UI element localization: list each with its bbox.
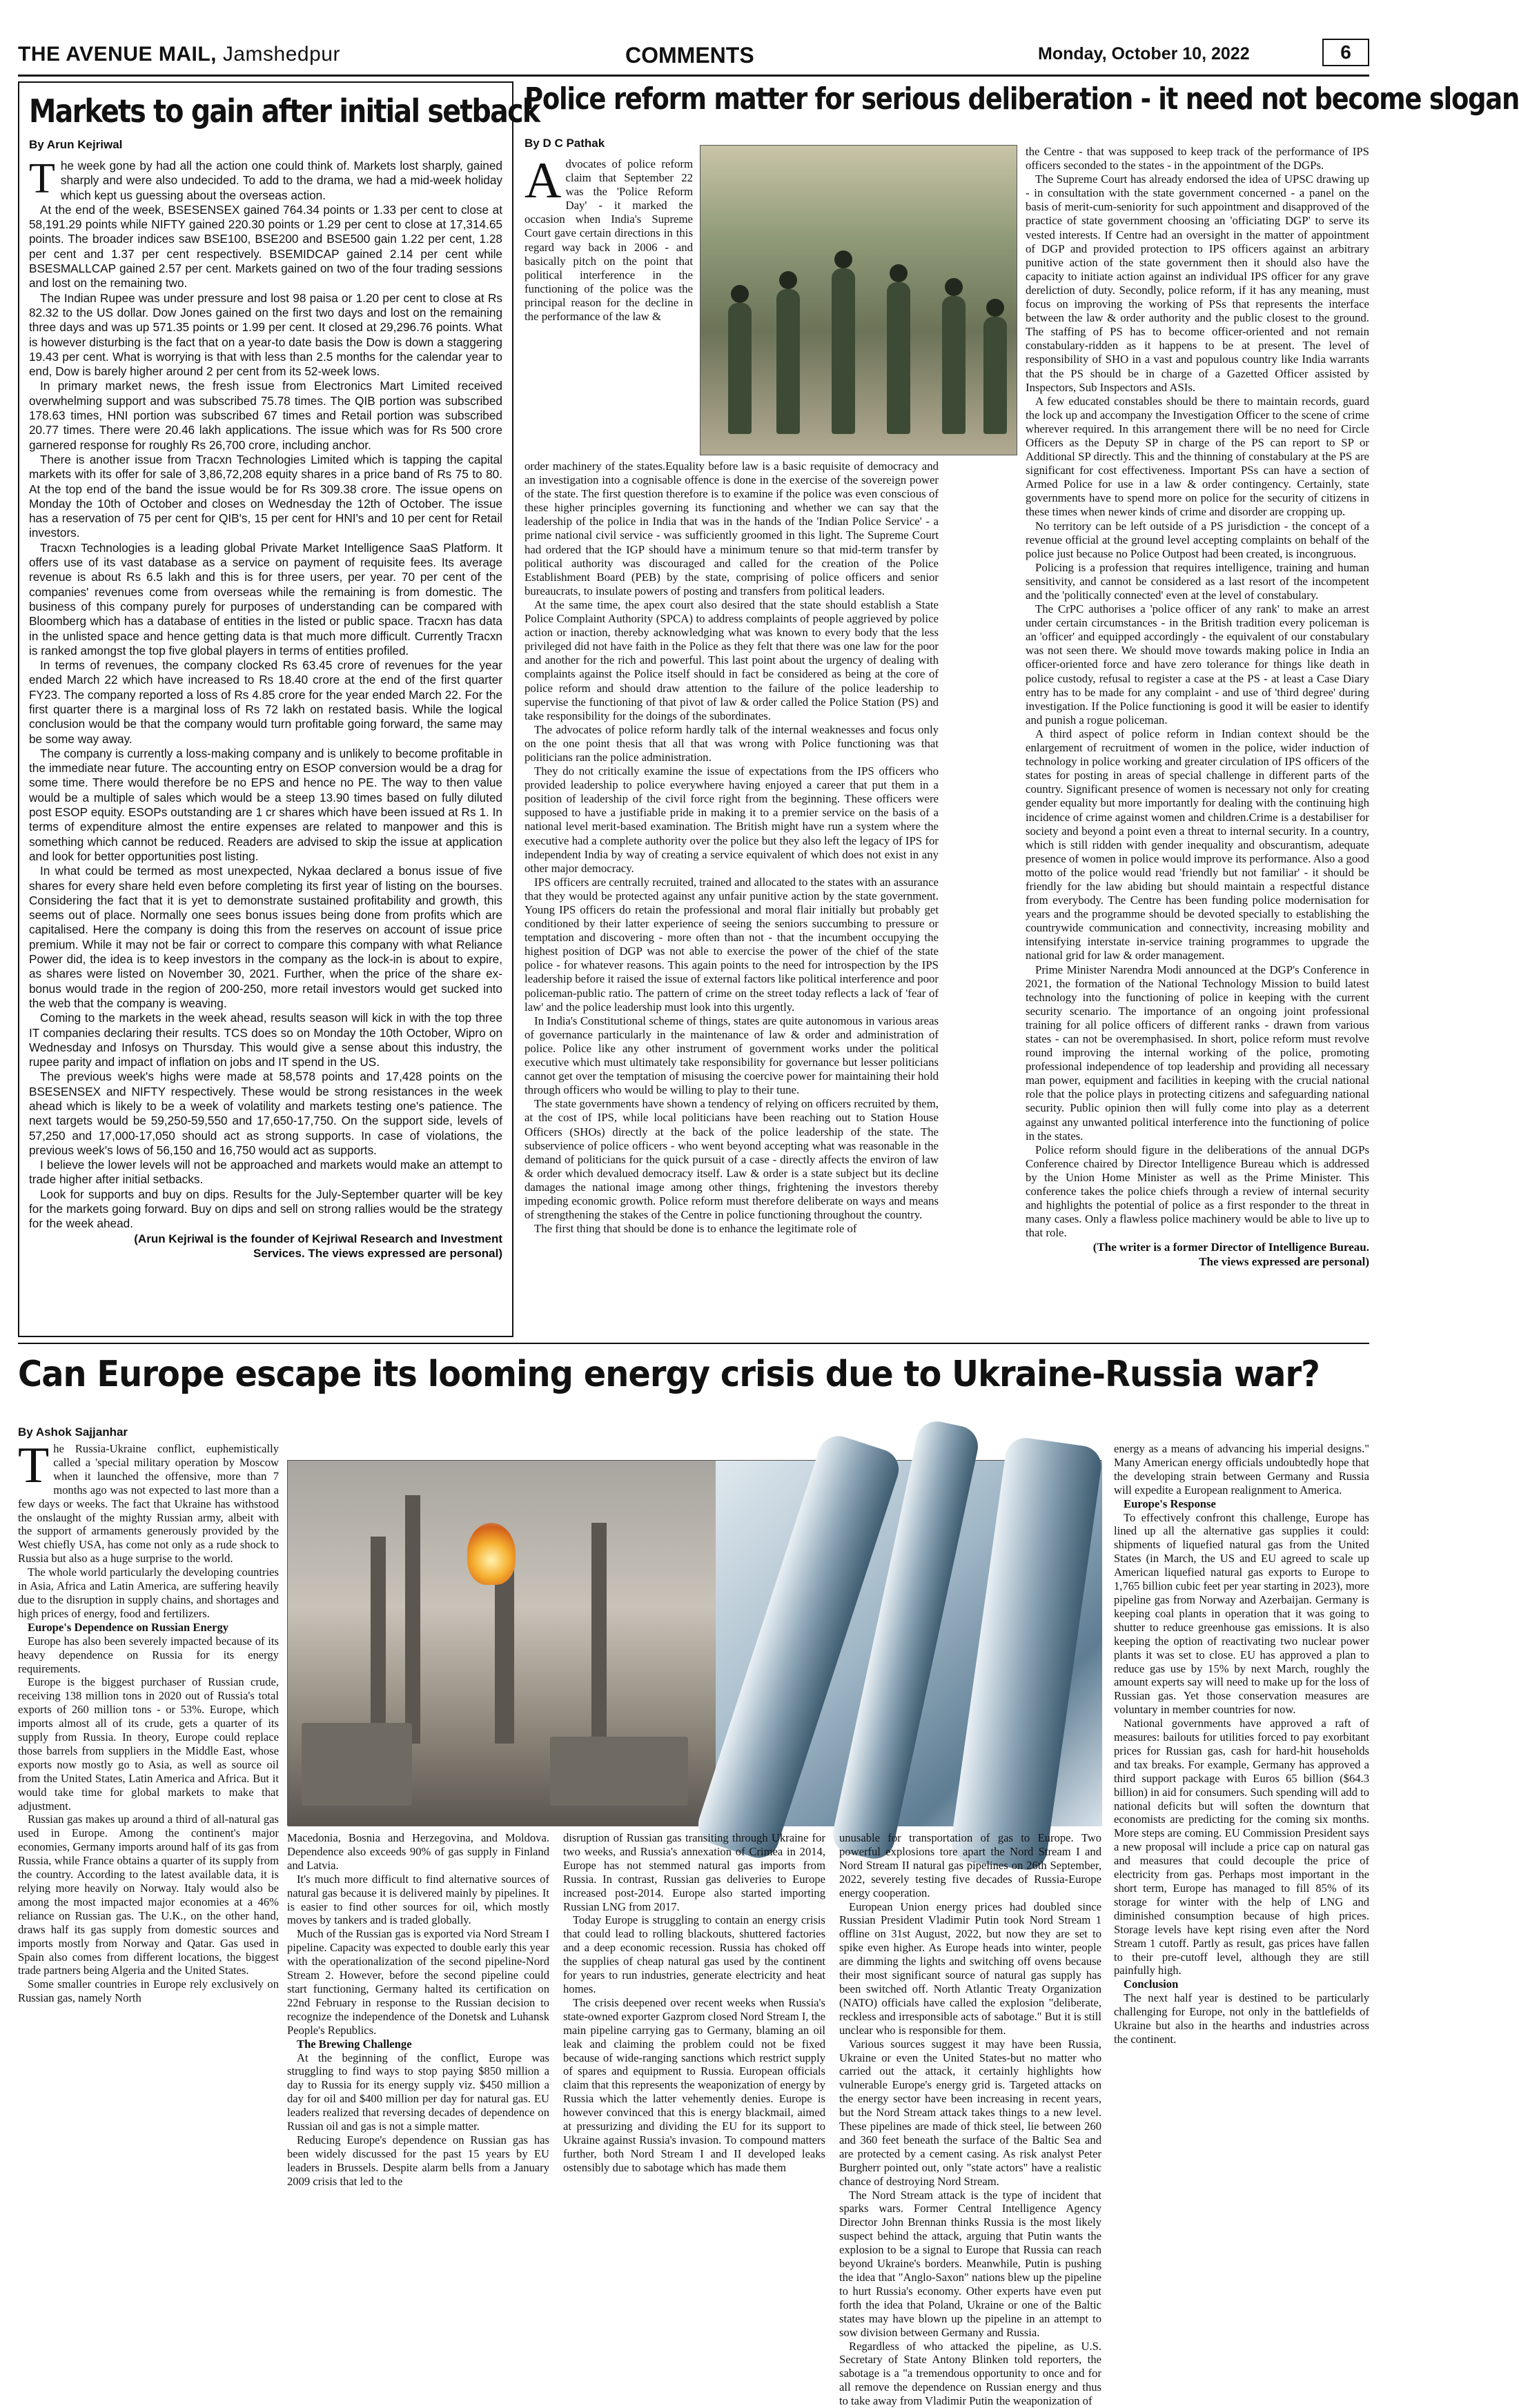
paragraph: Tracxn Technologies is a leading global Private Market Intelligence SaaS Platform. It offers use of its vast database as a service on payment of requisite fees. Its average revenue is about Rs 6.5 lakh and this is for three users, per year. 70 per cent of the companies' revenues come from overseas while the remaining is from domestic. The business of this company purely for purposes of understanding can be compared with Bloomberg which has a database of entities in the listed or public space. Tracxn has data in the unlisted space and hence getting data is that much more difficult. Currently Tracxn is ranked amongst the top five global players in terms of entities profiled. bbox=[29, 540, 502, 658]
newspaper-name bbox=[18, 43, 340, 66]
paragraph: The Supreme Court has already endorsed the idea of UPSC drawing up - in consultation with the state government concerned - a panel on the basis of merit-cum-seniority for such appointment and disapproved of the practice of state government choosing an 'officiating DGP' to serve its vested interests. If Centre had an oversight in the matter of appointment of DGP and provided protection to IPS officers against an arbitrary punitive action of the state government then it should also have the capacity to initiate action against an individual IPS officer for any grave dereliction of duty. Secondly, police reform, if it has any meaning, must focus on improving the working of PSs that represents the interface between the law & order authority and the public closest to the ground. The staffing of PS has to become officer-oriented and not remain constabulary-ridden as it happens to be at present. The level of responsibility of SHO in a vast and populous country like India warrants that the PS should be in charge of a Gazetted Officer assisted by Inspectors, Sub Inspectors and ASIs. bbox=[1026, 172, 1369, 394]
article-byline: By Ashok Sajjanhar bbox=[18, 1425, 128, 1439]
paragraph: The advocates of police reform hardly talk of the internal weaknesses and focus only on the one point thesis that all that was wrong with Police functioning was that politicians ran the police administration. bbox=[525, 722, 939, 764]
paragraph: A few educated constables should be there to maintain records, guard the lock up and accompany the Investigation Officer to the scene of crime wherever required. In this arrangement there will be no need for Circle Officers as the Deputy SP in charge of the PS can report to SP or Additional SP directly. This and the thinning of constabulary at the PS are significant for cost effectiveness. Important PSs can have a section of Armed Police for use in a law & order contingency. Certainly, state governments have to spend more on police for the security of citizens in these times when newer kinds of crime and disorder are cropping up. bbox=[1026, 394, 1369, 519]
drop-cap: T bbox=[18, 1437, 50, 1494]
paragraph-text: disruption of Russian gas transiting through Ukraine for two weeks, and Russia's annexation of Crimea in 2014, Europe has not stemmed natural gas imports from Russia. In contrast, Russian gas deliveries to Europe increased post-2014. Europe also started importing Russian LNG from 2017. bbox=[563, 1831, 825, 1913]
figure-shape bbox=[890, 264, 908, 282]
paragraph bbox=[839, 1831, 1101, 1900]
paragraph: National governments have approved a raft of measures: bailouts for utilities forced to pay exorbitant prices for Russian gas, cash for hard-hit households and tax breaks. For example, Germany has approved a third support package with Euros 65 billion ($64.3 billion) in aid for consumers. Such spending will add to national deficits but will soften the downturn that economists are predicting for the coming six months. More steps are coming. EU Commission President says a new proposal will include a price cap on natural gas and measures that could decouple the price of electricity from gas. Perhaps most important in the short term, Europe has managed to fill 85% of its storage for winter with the help of LNG and diminished consumption because of high prices. Storage levels have kept rising even after the Nord Stream 1 cutoff. Partly as result, gas prices have fallen to their pre-cutoff level, although they are still painfully high. bbox=[1114, 1717, 1369, 1977]
paragraph: A third aspect of police reform in Indian context should be the enlargement of recruitment of women in the police, wider induction of technology in police working and greater circulation of IPS officers of the states for posting in areas of special challenge in different parts of the country. Significant presence of women is necessary not only for creating gender equality but more importantly for dealing with the continuing high incidence of crime against women and children.Crime is a destabiliser for society and beyond a point even a threat to internal security. In a country, which is still ridden with gender inequality and obscurantism, adequate presence of women in police would improve its performance. Also a good motto of the police would read 'friendly but not familiar' - it should be friendly for the law abiding but should maintain a respectful distance from everybody. The Centre has been funding police modernisation for years and the programme should be devoted specially to establishing the countrywide communication and connectivity, increasing mobility and intensifying interstate in-service training programmes to upgrade the national grid for law & order management. bbox=[1026, 727, 1369, 963]
figure-shape bbox=[728, 303, 752, 434]
paragraph: At the same time, the apex court also desired that the state should establish a State Police Complaint Authority (SPCA) to address complaints of people aggrieved by police action or inaction, thereby acknowledging what was known to every body that the less privileged did not have faith in the Police as they felt that there was one law for the poor and another for the rich and powerful. This last point about the urgency of dealing with complaints against the Police itself should in fact be considered as being at the core of police reform and should draw attention to the failure of the police leadership to supervise the functioning of that pivot of law & order called the Police Station (PS) and take responsibility for the doings of the subordinates. bbox=[525, 598, 939, 722]
figure-shape bbox=[983, 317, 1007, 434]
figure-shape bbox=[779, 271, 797, 289]
figure-shape bbox=[832, 268, 855, 434]
article-byline: By Arun Kejriwal bbox=[29, 138, 123, 151]
chimney-shape bbox=[495, 1564, 514, 1744]
paragraph: At the end of the week, BSESENSEX gained 764.34 points or 1.33 per cent to close at 58,191.29 points while NIFTY gained 220.30 points or 1.29 per cent to close at 17,314.65 points. The broader indices saw BSE100, BSE200 and BSE500 gain 1.22 per cent, 1.28 per cent and 1.37 per cent respectively. BSEMIDCAP gained 2.14 per cent while BSESMALLCAP gained 2.57 per cent. Markets gained on two of the four trading sessions and lost on the remaining two. bbox=[29, 202, 502, 290]
paper-name: THE AVENUE MAIL, bbox=[18, 43, 217, 66]
paragraph: the Centre - that was supposed to keep track of the performance of IPS officers seconded to the states - in the appointment of the DGPs. bbox=[1026, 145, 1369, 172]
paragraph bbox=[525, 152, 693, 324]
article-headline: Police reform matter for serious deliberation - it need not become slogan bbox=[525, 81, 1519, 117]
paragraph: Europe has also been severely impacted because of its heavy dependence on Russia for its energy requirements. bbox=[18, 1634, 279, 1675]
paragraph bbox=[563, 1831, 825, 1913]
credit-line: (The writer is a former Director of Intelligence Bureau. bbox=[1092, 1241, 1369, 1254]
chimney-shape bbox=[405, 1495, 420, 1744]
figure-shape bbox=[834, 250, 852, 268]
chimney-shape bbox=[591, 1523, 607, 1744]
paragraph: In primary market news, the fresh issue from Electronics Mart Limited received overwhelming support and was subscribed 75.78 times. The QIB portion was subscribed 178.63 times, HNI portion was subscribed 67 times and Retail portion was subscribed 20.77 times. There were 20.46 lakh applications. The issue which was for Rs 500 crore garnered response for roughly Rs 26,700 crore, including anchor. bbox=[29, 379, 502, 452]
article-body bbox=[29, 155, 502, 1261]
section-name: COMMENTS bbox=[625, 43, 754, 68]
article-intro bbox=[525, 152, 693, 324]
subheading: Conclusion bbox=[1124, 1977, 1179, 1991]
article-column-4 bbox=[839, 1831, 1101, 2408]
refinery-image bbox=[288, 1461, 716, 1826]
paragraph: It's much more difficult to find alternative sources of natural gas because it is delivered mainly by pipelines. It is easier to find other sources for oil, which mostly moves by tankers and is traded globally. bbox=[287, 1872, 549, 1927]
subheading: The Brewing Challenge bbox=[297, 2037, 412, 2051]
figure-shape bbox=[887, 282, 910, 434]
paragraph: The company is currently a loss-making company and is unlikely to become profitable in the immediate near future. The accounting entry on ESOP conversion would be a drag for some time. There would therefore be no EPS and hence no PE. The way to then value would be a multiple of sales which would be a steep 13.90 times based on fully diluted post ESOP equity. ESOPs outstanding are 1 cr shares which have been issued at Rs 1. In terms of expenditure almost the entire expenses are related to manpower and this is something which cannot be reduced. Readers are advised to skip the issue at application and look for better opportunities post listing. bbox=[29, 746, 502, 863]
figure-shape bbox=[731, 285, 749, 303]
energy-photo bbox=[287, 1460, 1101, 1826]
article-markets bbox=[18, 81, 540, 1337]
article-europe-energy bbox=[18, 1343, 1369, 2408]
paragraph: No territory can be left outside of a PS jurisdiction - the concept of a revenue official at the ground level accepting complaints on behalf of the police just because no Police Outpost had been created, is incongruous. bbox=[1026, 519, 1369, 560]
tank-shape bbox=[550, 1737, 688, 1806]
paragraph: In India's Constitutional scheme of things, states are quite autonomous in various areas of governance particularly in the maintenance of law & order and administration of police. Police like any other instrument of government works under the political executive which must ultimately take responsibility for governance but lesser politicians cannot get over the temptation of misusing the coercive power for maintaining their hold through officers who would be willing to play to their tune. bbox=[525, 1014, 939, 1097]
paragraph: Policing is a profession that requires intelligence, training and human sensitivity, and cannot be considered as a last resort of the incompetent and the 'politically connected' even at the level of constabulary. bbox=[1026, 560, 1369, 602]
masthead bbox=[18, 39, 1369, 73]
paragraph: Much of the Russian gas is exported via Nord Stream I pipeline. Capacity was expected to double early this year with the operationalization of the second pipeline-Nord Stream 2. However, before the second pipeline could start functioning, Germany halted its certification on 22nd February in response to the Russian decision to recognize the independence of the Donetsk and Luhansk People's Republics. bbox=[287, 1927, 549, 2037]
article-column-2 bbox=[287, 1831, 549, 2189]
paragraph: They do not critically examine the issue of expectations from the IPS officers who provided leadership to police everywhere having enjoyed a career that put them in a position of leadership of the civil force right from the beginning. These officers were supposed to have a justifiable pride in making it to a premier service on the basis of a national level merit-based examination. The British might have run a system where the executive had a complete authority over the police but they also left the legacy of IPS for independent India by way of creating a service equivalent of which does not exist in any other major democracy. bbox=[525, 764, 939, 875]
page-number: 6 bbox=[1322, 39, 1369, 66]
paragraph: Look for supports and buy on dips. Results for the July-September quarter will be key for the markets going forward. Buy on dips and sell on strong rallies would be the strategy for the week ahead. bbox=[29, 1187, 502, 1231]
paragraph: I believe the lower levels will not be approached and markets would make an attempt to trade higher after initial setbacks. bbox=[29, 1158, 502, 1187]
subheading: Europe's Dependence on Russian Energy bbox=[28, 1620, 229, 1634]
paragraph: The Nord Stream attack is the type of incident that sparks wars. Former Central Intelligence Agency Director John Brennan thinks Russia is the most likely suspect behind the attack, arguing that Putin wants the explosion to be a signal to Europe that Russia can reach beyond Ukraine's borders. Meanwhile, Putin is pushing the idea that "Anglo-Saxon" nations blew up the pipeline to hurt Russia's economy. Other experts have even put forth the idea that Poland, Ukraine or one of the Baltic states may have blown up the pipeline in an attempt to sow division between Germany and Russia. bbox=[839, 2188, 1101, 2339]
article-byline: By D C Pathak bbox=[525, 137, 605, 150]
paragraph: There is another issue from Tracxn Technologies Limited which is tapping the capital markets with its offer for sale of 3,86,72,208 equity shares in a price band of Rs 75 to 80. At the top end of the band the issue would be for Rs 309.38 crore. The issue opens on Monday the 10th of October and closes on Wednesday the 12th of October. The issue has a reservation of 75 per cent for QIB's, 15 per cent for HNI's and 10 per cent for Retail investors. bbox=[29, 452, 502, 540]
drop-cap: T bbox=[29, 155, 55, 202]
figure-shape bbox=[776, 289, 800, 434]
paragraph-text: dvocates of police reform claim that September 22 was the 'Police Reform Day' - it marked the occasion when India's Supreme Court gave certain directions in this regard way back in 2006 - and basically pitch on the point that political interference in the functioning of the police was the principal reason for the decline in the performance of the law & bbox=[525, 157, 693, 324]
paragraph: Some smaller countries in Europe rely exclusively on Russian gas, namely North bbox=[18, 1977, 279, 2005]
figure-shape bbox=[986, 299, 1004, 317]
drop-cap: A bbox=[525, 152, 562, 209]
paragraph: IPS officers are centrally recruited, trained and allocated to the states with an assurance that they would be protected against any unfair punitive action by the state government. Young IPS officers do retain the professional and moral flair initially but probably get conditioned by their latter experience of seeing the seniors succumbing to pressure or temptation and discovering - more often than not - that the incumbent occupying the highest position of DGP was not able to exercise the power of the chief of the state police - for whatever reasons. This again points to the need for introspection by the IPS leadership before it raised the issue of external factors like political interference and poor policeman-public ratio. The pattern of crime on the street today reflects a lack of 'fear of law' and the police leadership must look into this urgently. bbox=[525, 875, 939, 1014]
chimney-shape bbox=[371, 1537, 386, 1744]
paragraph: The whole world particularly the developing countries in Asia, Africa and Latin America, are suffering heavily due to the disruption in supply chains, and shortages and high prices of energy, food and fertilizers. bbox=[18, 1566, 279, 1620]
article-column-left bbox=[525, 460, 939, 1236]
paragraph-text: Macedonia, Bosnia and Herzegovina, and Moldova. Dependence also exceeds 90% of gas supply in Finland and Latvia. bbox=[287, 1831, 549, 1872]
paragraph: The state governments have shown a tendency of relying on officers recruited by them, at the cost of IPS, while local politicians have been reaching out to Station House Officers (SHOs) directly at the back of the police leadership of the state. The subservience of police officers - who went beyond accepting what was reasonable in the demand of politicians for the quick pursuit of a case - directly affects the environ of law & order which devalued democracy itself. Law & order is a state subject but its decline damages the national image among other things, frightening the investors thereby impeding economic growth. Police reform must therefore deliberate on ways and means of strengthening the stakes of the Centre in police functioning throughout the country. bbox=[525, 1097, 939, 1222]
paragraph: Europe is the biggest purchaser of Russian crude, receiving 138 million tons in 2020 out of Russia's total exports of 260 million tons - or 53%. Europe, which imports almost all of its crude, gets a quarter of its supply from Russia. In theory, Europe could replace those barrels from suppliers in the Middle East, whose exports now mostly go to Asia, as well as source oil from the United States, Latin America and Africa. But it would take time for global markets to make that adjustment. bbox=[18, 1675, 279, 1813]
paragraph-text: he week gone by had all the action one could think of. Markets lost sharply, gained sharply and were also undecided. To add to the drama, we had a mid-week holiday which kept us guessing about the overseas action. bbox=[60, 159, 502, 202]
paragraph: In terms of revenues, the company clocked Rs 63.45 crore of revenues for the year ended March 22 which have increased to Rs 18.40 crore at the end of the first quarter FY23. The company reported a loss of Rs 4.85 crore for the year ended March 22. For the first quarter there is a marginal loss of Rs 72 lakh on restated basis. While the logical conclusion would be that the company would turn profitable going forward, the same may be some way away. bbox=[29, 658, 502, 746]
paragraph-text: energy as a means of advancing his imperial designs." Many American energy officials undoubtedly hope that the developing strain between Germany and Russia will expedite a European realignment to America. bbox=[1114, 1442, 1369, 1497]
subheading: Europe's Response bbox=[1124, 1497, 1216, 1510]
figure-shape bbox=[942, 296, 966, 434]
article-headline: Can Europe escape its looming energy crisis due to Ukraine-Russia war? bbox=[18, 1354, 1320, 1395]
paragraph: Reducing Europe's dependence on Russian gas has been widely discussed for the past 15 years by EU leaders in Brussels. Despite alarm bells from a January 2009 crisis that led to the bbox=[287, 2133, 549, 2188]
author-credit bbox=[29, 1232, 502, 1261]
paper-city: Jamshedpur bbox=[222, 43, 340, 66]
paragraph: The first thing that should be done is to enhance the legitimate role of bbox=[534, 1222, 857, 1236]
paragraph bbox=[1114, 1442, 1369, 1497]
issue-date: Monday, October 10, 2022 bbox=[1038, 44, 1250, 63]
credit-line: Services. The views expressed are personal) bbox=[253, 1246, 502, 1260]
article-headline: Markets to gain after initial setback bbox=[29, 92, 540, 130]
article-column-3 bbox=[563, 1831, 825, 2175]
paragraph: order machinery of the states.Equality before law is a basic requisite of democracy and an investigation into a cognisable offence is done in the exercise of the sovereign power of the state. The first question therefore is to examine if the police was even conscious of these higher principles governing its functioning and whether we can say that the leadership of the police in India that was in the hands of the 'Indian Police Service' - a prime national civil service - was sufficiently groomed in this light. The Supreme Court had ordered that the IGP should have a minimum tenure so that mid-term transfer by political authority was discouraged and called for the creation of the Police Establishment Board (PEB) by the state, comprising of police officers and senior bureaucrats, to insulate powers of posting and transfers from political leaders. bbox=[525, 460, 939, 598]
paragraph: The next half year is destined to be particularly challenging for Europe, not only in the battlefields of Ukraine but also in the hearths and industries across the continent. bbox=[1114, 1991, 1369, 2046]
figure-shape bbox=[945, 278, 963, 296]
article-column-right bbox=[1026, 145, 1369, 1269]
paragraph: Today Europe is struggling to contain an energy crisis that could lead to rolling blackouts, shuttered factories and a deep economic recession. Russia has choked off the supplies of cheap natural gas used by the continent for years to run industries, generate electricity and heat homes. bbox=[563, 1913, 825, 1995]
article-column-5 bbox=[1114, 1442, 1369, 2046]
paragraph: At the beginning of the conflict, Europe was struggling to find ways to stop paying $850 million a day to Russia for its energy supply viz. $450 million a day for oil and $400 million per day for natural gas. EU leaders realized that reversing decades of dependence on Russian oil and gas is not a simple matter. bbox=[287, 2051, 549, 2133]
paragraph bbox=[29, 155, 502, 203]
police-photo bbox=[700, 145, 1017, 455]
paragraph: The crisis deepened over recent weeks when Russia's state-owned exporter Gazprom closed Nord Stream I, the main pipeline carrying gas to Germany, blaming an oil leak and claiming the problem could not be fixed because of wide-ranging sanctions which restrict supply of spares and equipment to Russia. European officials claim that this represents the weaponization of energy by Russia which the latter vehemently denies. Europe is however convinced that this is energy blackmail, aimed at pressurizing and dividing the EU for its support to Ukraine against Russia's invasion. To compound matters further, both Nord Stream I and II developed leaks ostensibly due to sabotage which has made them bbox=[563, 1995, 825, 2174]
paragraph: The Indian Rupee was under pressure and lost 98 paisa or 1.20 per cent to close at Rs 82.32 to the US dollar. Dow Jones gained on the first two days and lost on the remaining three days and was up 571.35 points or 1.99 per cent. It closed at 29,296.76 points. What is however disturbing is the fact that on a year-to date basis the Dow is down a staggering 19.43 per cent. What is worrying is that with less than 2.5 months for the calendar year to end, Dow is barely higher around 2 per cent from its 52-week lows. bbox=[29, 290, 502, 379]
paragraph: Russian gas makes up around a third of all-natural gas used in Europe. Among the continent's major economies, Germany imports around half of its gas from Russia, while France obtains a quarter of its supply from the country. According to the latest available data, it is relying more heavily on Norway. Italy would also be among the most impacted major economies at a 46% reliance on Russian gas. The U.K., on the other hand, draws half its gas supply from domestic sources and imports mostly from Norway and Qatar. Gas used in Spain also comes from different locations, the biggest trade partners being Algeria and the United States. bbox=[18, 1813, 279, 1977]
paragraph: Coming to the markets in the week ahead, results season will kick in with the top three IT companies declaring their results. TCS does so on Monday the 10th October, Wipro on Wednesday and Infosys on Thursday. This would give a sense about this industry, the rupee parity and impact of inflation on jobs and IT spend in the US. bbox=[29, 1011, 502, 1069]
paragraph: Police reform should figure in the deliberations of the annual DGPs Conference chaired by Director Intelligence Bureau which is addressed by the Union Home Minister as well as the Prime Minister. This conference takes the police chiefs through a review of internal security and highlights the potential of police as a first responder to the threat in many cases. Only a flawless police machinery would be able to live up to that role. bbox=[1026, 1143, 1369, 1240]
credit-line: (Arun Kejriwal is the founder of Kejriwal Research and Investment bbox=[134, 1232, 502, 1245]
tank-shape bbox=[302, 1723, 412, 1806]
pipeline-image bbox=[716, 1461, 1102, 1826]
flame-shape bbox=[467, 1523, 516, 1585]
article-police-reform bbox=[525, 81, 1519, 1337]
masthead-rule bbox=[18, 75, 1369, 77]
paragraph: European Union energy prices had doubled since Russian President Vladimir Putin took Nord Stream 1 offline on 31st August, 2022, but now they are set to spike even higher. As Europe heads into winter, people are dimming the lights and switching off ovens because their most significant source of natural gas supply has been switched off. North Atlantic Treaty Organization (NATO) officials have called the explosion "deliberate, reckless and irresponsible acts of sabotage." But it is still unclear who is responsible for them. bbox=[839, 1899, 1101, 2037]
paragraph: The previous week's highs were made at 58,578 points and 17,428 points on the BSESENSEX and NIFTY respectively. These would be strong resistances in the week ahead which is likely to be a week of volatility and markets testing one's patience. The next targets would be 59,250-59,550 and 17,650-17,750. On the support side, levels of 57,250 and 17,000-17,050 should act as strong supports. In case of violations, the previous week's lows of 56,150 and 16,750 would act as supports. bbox=[29, 1069, 502, 1157]
pipe-shape bbox=[949, 1435, 1104, 1872]
paragraph bbox=[287, 1831, 549, 1873]
paragraph-text: unusable for transportation of gas to Europe. Two powerful explosions tore apart the Nord Stream I and Nord Stream II natural gas pipelines on 26th September, 2022, severely testing five decades of Russia-Europe energy cooperation. bbox=[839, 1831, 1101, 1899]
author-credit bbox=[1026, 1240, 1369, 1269]
paragraph: Regardless of who attacked the pipeline, as U.S. Secretary of State Antony Blinken told reporters, the sabotage is a "a tremendous opportunity to once and for all remove the dependence on Russian energy and thus to take away from Vladimir Putin the weaponization of bbox=[839, 2339, 1101, 2408]
paragraph: The CrPC authorises a 'police officer of any rank' to make an arrest under certain circumstances - in the British tradition every policeman is an 'officer' and equipped accordingly - the equivalent of our constabulary was not seen there. We should move towards making police in India an officer-oriented force and have zero tolerance for things like death in police custody, refusal to register a case at the PS - at least a Case Diary entry has to be made for any complaint - and use of 'third degree' during investigation. If the Police functioning is good it will be easier to identify and punish a rogue policeman. bbox=[1026, 602, 1369, 727]
paragraph: Prime Minister Narendra Modi announced at the DGP's Conference in 2021, the formation of the National Technology Mission to build latest technology into the functioning of police in keeping with the current security scenario. The importance of an ongoing joint professional training for all police officers of different ranks - drawn from various states - can not be overemphasised. In short, police reform must revolve round improving the internal working of the police, promoting professional independence of top leadership and providing all necessary man power, equipment and facilities in keeping with the crucial national role that the police plays in protecting citizens and safeguarding national security. Public opinion then will fully come into play as a deterrent against any unwanted political interference into the functioning of police in the states. bbox=[1026, 963, 1369, 1143]
paragraph: Various sources suggest it may have been Russia, Ukraine or even the United States-but no matter who carried out the attack, it certainly highlights how vulnerable Europe's energy grid is. Targeted attacks on the energy sector have been increasing in recent years, but the Nord Stream attack takes things to a new level. These pipelines are made of thick steel, lie between 260 and 360 feet beneath the surface of the Baltic Sea and are protected by a cement casing. As risk analyst Peter Burgherr pointed out, only "state actors" have a realistic chance of destroying Nord Stream. bbox=[839, 2037, 1101, 2188]
paragraph bbox=[18, 1437, 279, 1566]
paragraph: To effectively confront this challenge, Europe has lined up all the alternative gas supplies it could: shipments of liquefied natural gas from the United States (in March, the US and EU agreed to scale up American liquefied natural gas exports to Europe to 1,765 billion cubic feet per year starting in 2023), more pipeline gas from Norway and Azerbaijan. Germany is keeping coal plants in operation that it was going to shutter to reduce greenhouse gas emissions. It is also keeping the option of reactivating two nuclear power plants it was set to close. EU has approved a plan to reduce gas use by 15% by next March, roughly the amount experts say will need to make up for the loss of Russian gas. Yet those conservation measures are voluntary in member countries for now. bbox=[1114, 1510, 1369, 1717]
credit-line: The views expressed are personal) bbox=[1199, 1255, 1369, 1269]
paragraph: In what could be termed as most unexpected, Nykaa declared a bonus issue of five shares for every share held even before completing its first year of listing on the bourses. Considering the fact that it is yet to demonstrate sustained profitability and growth, this seems out of place. Normally one sees bonus issues being done from profits which are capitalised. Here the company is doing this from the reserves on account of issue price premium. While it may not be fair or correct to compare this company with what Reliance Power did, the idea is to keep investors in the company as the lock-in is about to expire, as shares were listed on November 30, 2021. Further, when the price of the share ex-bonus would trade in the region of 200-250, more retail investors would get sucked into the web that the company is weaving. bbox=[29, 864, 502, 1010]
article-column-1 bbox=[18, 1437, 279, 2005]
paragraph-text: he Russia-Ukraine conflict, euphemistically called a 'special military operation by Moscow when it launched the offensive, more than 7 months ago was not expected to last more than a few days or weeks. The fact that Ukraine has withstood the onslaught of the mighty Russian army, albeit with the support of armaments generously provided by the West chiefly USA, has come not only as a rude shock to Russia but also as a huge surprise to the world. bbox=[18, 1442, 279, 1566]
